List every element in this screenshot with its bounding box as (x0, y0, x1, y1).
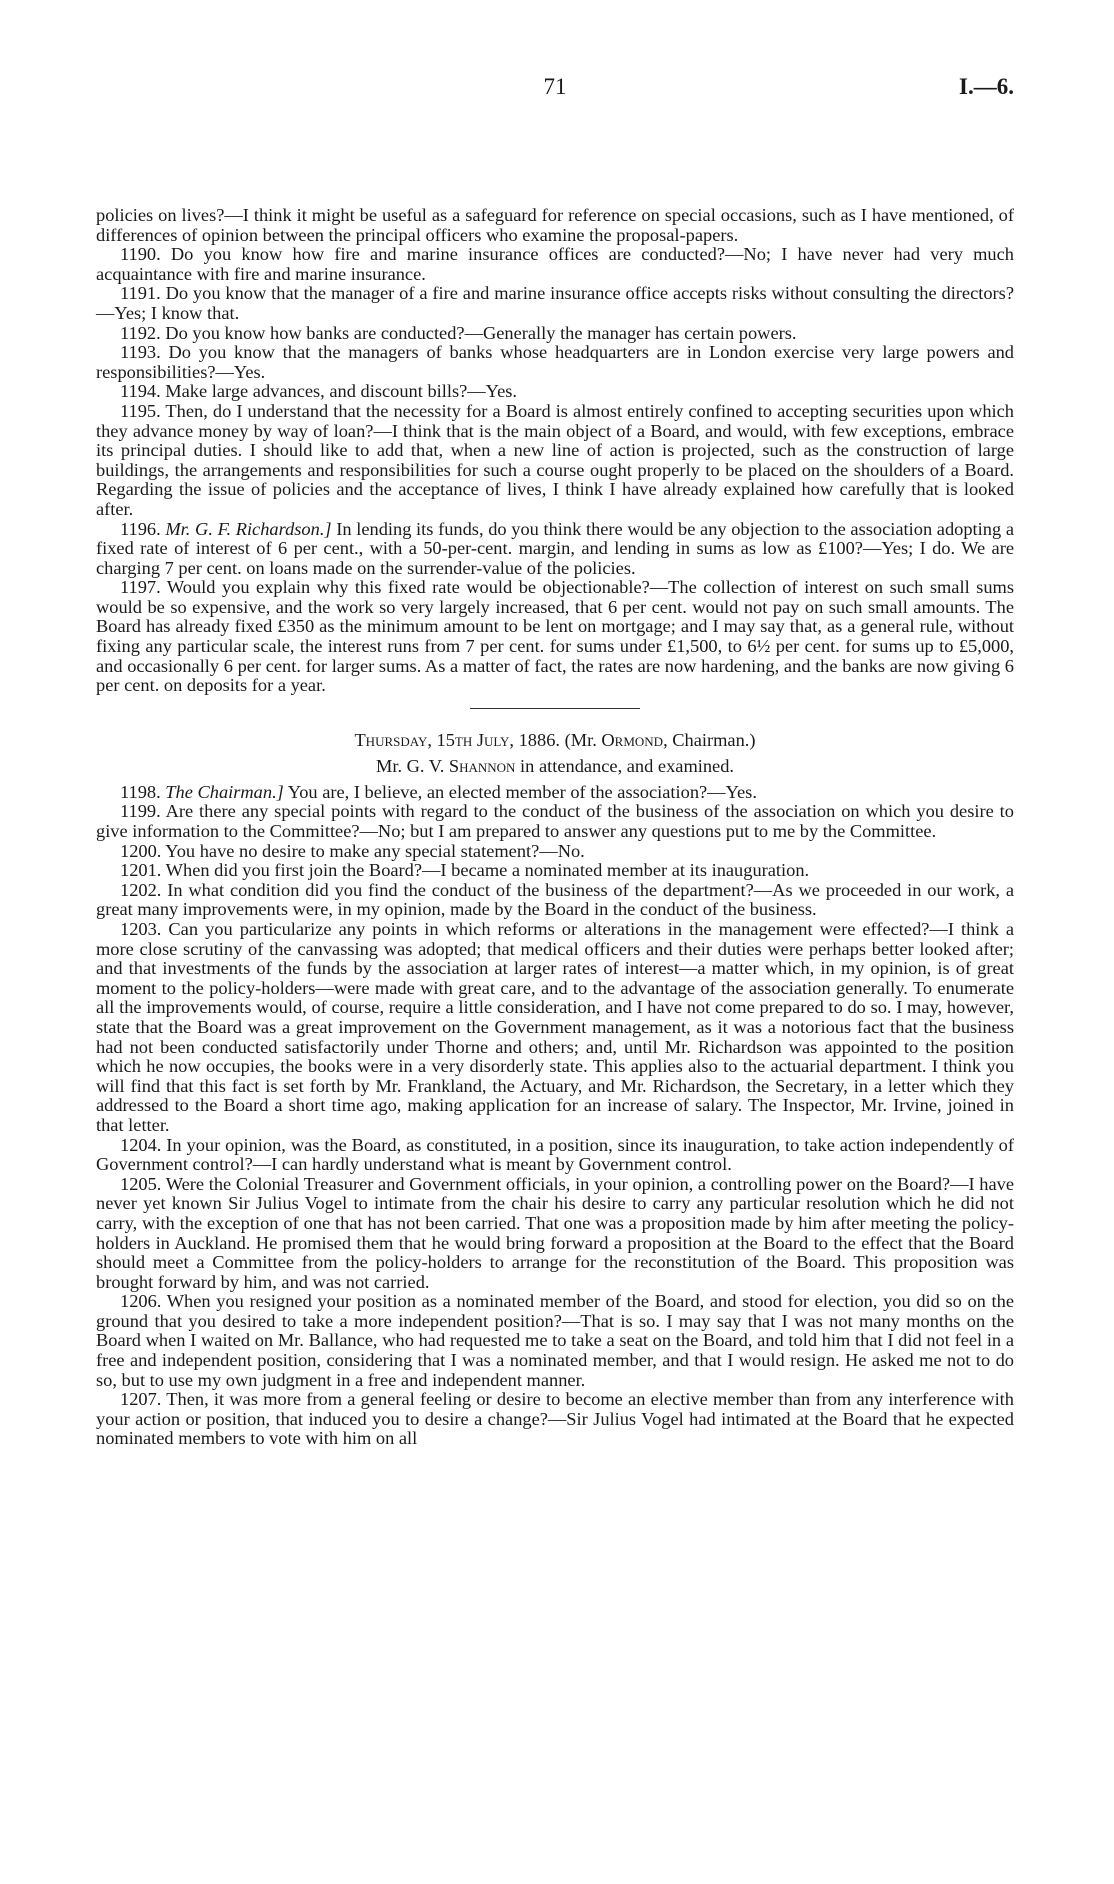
paragraph-text: You are, I believe, an elected member of the association?—Yes. (287, 781, 757, 802)
chair-line-prefix: (Mr. (564, 729, 602, 750)
witness-line (96, 755, 1014, 777)
evidence-section-2 (96, 783, 1014, 1449)
speaker-name: Mr. G. F. Richardson.] (165, 518, 332, 539)
paragraph (96, 245, 1014, 284)
paragraph-text: 1194. Make large advances, and discount bills?—Yes. (120, 381, 518, 402)
evidence-section-1 (96, 206, 1014, 696)
question-number: 1196. (120, 518, 166, 539)
paragraph-text: 1191. Do you know that the manager of a fire and marine insurance office accepts risks without consulting the directors?—Yes; I know that. (96, 283, 1014, 323)
session-date: Thursday, 15th July, 1886. (354, 729, 560, 750)
paragraph (96, 861, 1014, 881)
paragraph-text: 1197. Would you explain why this fixed rate would be objectionable?—The collection of interest on such small sums would be so expensive, and the work so very largely increased, that 6 per cent. would not pay on such small amounts. The Board has already fixed £350 as the minimum amount to be lent on mortgage; and I may say that, as a general rule, without fixing any particular scale, the interest runs from 7 per cent. for sums under £1,500, to 6½ per cent. for sums up to £5,000, and occasionally 6 per cent. for larger sums. As a matter of fact, the rates are now hardening, and the banks are now giving 6 per cent. on deposits for a year. (96, 577, 1014, 696)
paragraph-text: 1205. Were the Colonial Treasurer and Government officials, in your opinion, a controlling power on the Board?—I have never yet known Sir Julius Vogel to intimate from the chair his desire to carry any particular resolution which he did not carry, with the exception of one that has not been carried. That one was a proposition made by him after meeting the policy-holders in Auckland. He promised them that he would bring forward a proposition at the Board to the effect that the Board should meet a Committee from the policy-holders to arrange for the reconstitution of the Board. This proposition was brought forward by him, and was not carried. (96, 1173, 1014, 1292)
speaker-name: The Chairman.] (165, 781, 284, 802)
page-header (96, 74, 1014, 134)
paragraph (96, 920, 1014, 1136)
paragraph (96, 382, 1014, 402)
question-number: 1198. (120, 781, 166, 802)
series-reference: I.—6. (959, 74, 1014, 99)
paragraph-text: 1192. Do you know how banks are conducted?—Generally the manager has certain powers. (120, 322, 797, 343)
paragraph (96, 206, 1014, 245)
paragraph (96, 284, 1014, 323)
witness-prefix: Mr. G. V. (375, 755, 449, 776)
paragraph-text: 1207. Then, it was more from a general feeling or desire to become an elective member than from any interference with your action or position, that induced you to desire a change?—Sir Julius Vogel had intimated at the Board that he expected nominated members to vote with him on all (96, 1389, 1014, 1449)
paragraph (96, 1175, 1014, 1293)
paragraph-text: 1206. When you resigned your position as a nominated member of the Board, and stood for election, you did so on the ground that you desired to take a more independent position?—That is so. I may say that I was not many months on the Board when I waited on Mr. Ballance, who had requested me to take a seat on the Board, and told him that I did not feel in a free and independent position, considering that I was a nominated member, and that I would resign. He asked me not to do so, but to use my own judgment in a free and independent manner. (96, 1291, 1014, 1390)
body-text (96, 206, 1014, 1449)
paragraph (96, 783, 1014, 803)
paragraph (96, 578, 1014, 696)
paragraph-text: In lending its funds, do you think there would be any objection to the association adopting a fixed rate of interest of 6 per cent., with a 50-per-cent. margin, and lending in sums as low as £100?—Yes; I do. We are charging 7 per cent. on loans made on the surrender-value of the policies. (96, 518, 1014, 578)
section-divider (470, 708, 640, 709)
paragraph (96, 343, 1014, 382)
paragraph-text: 1199. Are there any special points with regard to the conduct of the business of the association on which you desire to give information to the Committee?—No; but I am prepared to answer any questions put to me by the Committee. (96, 801, 1014, 842)
paragraph (96, 842, 1014, 862)
witness-suffix: in attendance, and examined. (515, 755, 735, 776)
paragraph-text: 1200. You have no desire to make any special statement?—No. (120, 840, 585, 861)
chair-line-suffix: , Chairman.) (663, 729, 756, 750)
paragraph (96, 324, 1014, 344)
paragraph-text: 1193. Do you know that the managers of banks whose headquarters are in London exercise very large powers and responsibilities?—Yes. (96, 342, 1014, 382)
witness-name: Shannon (448, 755, 516, 776)
paragraph-text: 1204. In your opinion, was the Board, as constituted, in a position, since its inauguration, to take action independently of Government control?—I can hardly understand what is meant by Government control. (96, 1134, 1014, 1175)
paragraph (96, 881, 1014, 920)
paragraph (96, 402, 1014, 520)
paragraph-text: 1190. Do you know how fire and marine insurance offices are conducted?—No; I have never had very much acquaintance with fire and marine insurance. (96, 244, 1014, 284)
page-number: 71 (543, 74, 567, 99)
paragraph-text: 1195. Then, do I understand that the necessity for a Board is almost entirely confined to accepting securities upon which they advance money by way of loan?—I think that is the main object of a Board, and would, with few exceptions, embrace its principal duties. I should like to add that, when a new line of action is projected, such as the construction of large buildings, the arrangements and responsibilities for such a course ought properly to be placed on the shoulders of a Board. Regarding the issue of policies and the acceptance of lives, I think I have already explained how carefully that is looked after. (96, 400, 1014, 519)
chair-name: Ormond (601, 729, 664, 750)
paragraph (96, 1292, 1014, 1390)
paragraph-text: 1203. Can you particularize any points in which reforms or alterations in the management were effected?—I think a more close scrutiny of the canvassing was adopted; that medical officers and their duties were perhaps better looked after; and that investments of the funds by the association at larger rates of interest—a matter which, in my opinion, is of great moment to the policy-holders—were made with great care, and to the advantage of the association generally. To enumerate all the improvements would, of course, require a little consideration, and I have not come prepared to do so. I may, however, state that the Board was a great improvement on the Government management, as it was a notorious fact that the business had not been conducted satisfactorily under Thorne and others; and, until Mr. Richardson was appointed to the position which he now occupies, the books were in a very disorderly state. This applies also to the actuarial department. I think you will find that this fact is set forth by Mr. Frankland, the Actuary, and Mr. Richardson, the Secretary, in a letter which they addressed to the Board a short time ago, making application for an increase of salary. The Inspector, Mr. Irvine, joined in that letter. (96, 919, 1014, 1135)
paragraph (96, 520, 1014, 579)
paragraph (96, 1390, 1014, 1449)
session-heading (96, 729, 1014, 751)
paragraph (96, 802, 1014, 841)
paragraph (96, 1136, 1014, 1175)
paragraph-text: 1202. In what condition did you find the conduct of the business of the department?—As we proceeded in our work, a great many improvements were, in my opinion, made by the Board in the conduct of the business. (96, 879, 1014, 920)
paragraph-text: policies on lives?—I think it might be useful as a safeguard for reference on special occasions, such as I have mentioned, of differences of opinion between the principal officers who examine the proposal-papers. (96, 205, 1014, 245)
paragraph-text: 1201. When did you first join the Board?—I became a nominated member at its inauguration. (120, 860, 810, 881)
